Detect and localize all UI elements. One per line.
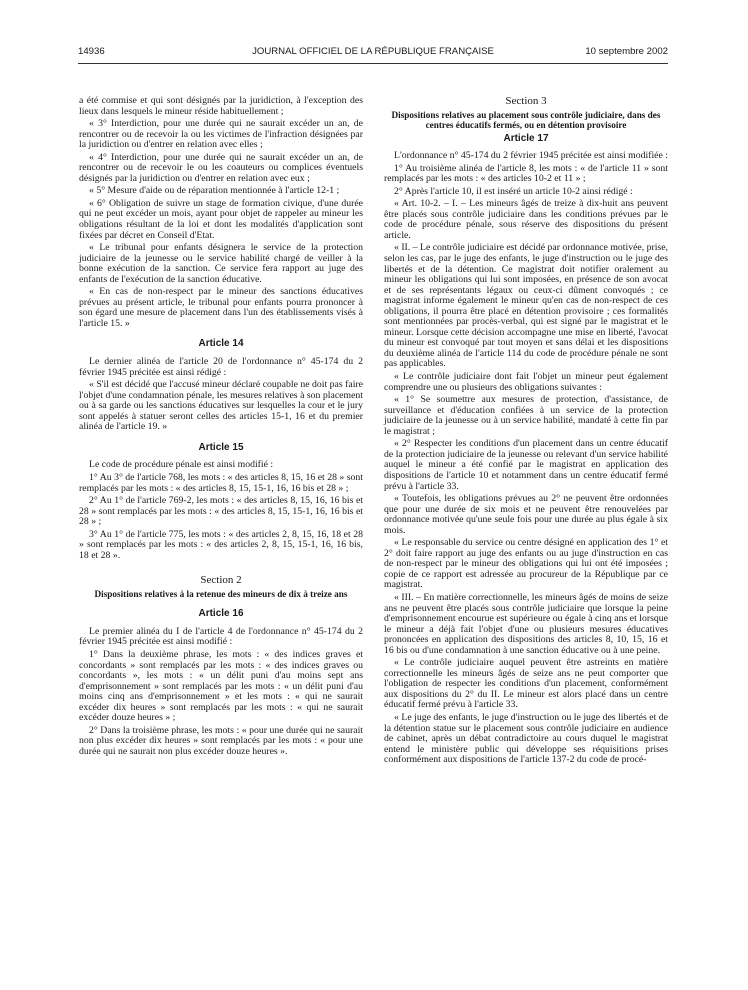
journal-title: JOURNAL OFFICIEL DE LA RÉPUBLIQUE FRANÇAISE [252,46,494,57]
paragraph: Le code de procédure pénale est ainsi modifié : [89,459,274,471]
paragraph: « Le contrôle judiciaire auquel peuvent être astreints en matière correctionnelle les mineurs âgés de seize ans ne peut comporter que l'obligation de respecter les conditions d'un placement, conformément aux dispositions du 2° du II. Le mineur est alors placé dans un centre éducatif fermé prévu à l'article 33. [384,657,668,711]
paragraph: « 5° Mesure d'aide ou de réparation mentionnée à l'article 12-1 ; [89,185,340,197]
paragraph: 3° Au 1° de l'article 775, les mots : « des articles 2, 8, 15, 16, 18 et 28 » sont remplacés par les mots : « des articles 2, 8, 15, 15-1, 16, 16 bis, 18 et 28 ». [79,528,363,561]
paragraph: « Le tribunal pour enfants désignera le service de la protection judiciaire de la jeunesse ou le service habilité chargé de veiller à la bonne exécution de la sanction. Ce service fera rapport au juge des enfants de l'exécution de la sanction éducative. [79,242,363,285]
paragraph: 2° Dans la troisième phrase, les mots : « pour une durée qui ne saurait non plus excéder dix heures » sont remplacés par les mots : « pour une durée qui ne saurait non plus excéder douze heures ». [79,724,363,757]
section-2-heading: Section 2 [200,574,242,587]
paragraph: « 4° Interdiction, pour une durée qui ne saurait excéder un an, de rencontrer ou de recevoir le ou les coauteurs ou complices éventuels désignés par la juridiction ou d'entrer en relation avec eux ; [79,151,363,184]
article-15-heading: Article 15 [198,441,244,453]
paragraph: « S'il est décidé que l'accusé mineur déclaré coupable ne doit pas faire l'objet d'une condamnation pénale, les mesures relatives à son placement ou à sa garde ou les sanctions éducatives sur lesquelles la cour et le jury sont appelés à statuer seront celles des articles 15-1, 16 et du premier alinéa de l'article 19. » [79,379,363,433]
paragraph: « Le contrôle judiciaire dont fait l'objet un mineur peut également comprendre une ou plusieurs des obligations suivantes : [384,371,668,393]
paragraph: 2° Au 1° de l'article 769-2, les mots : « des articles 8, 15, 16, 16 bis et 28 » sont remplacés par les mots : « des articles 8, 15, 15-1, 16, 16 bis et 28 » ; [79,495,363,528]
publication-date: 10 septembre 2002 [585,46,668,57]
paragraph: 1° Au 3° de l'article 768, les mots : « des articles 8, 15, 16 et 28 » sont remplacés par les mots : « des articles 8, 15, 15-1, 16, 16 bis et 28 » ; [79,471,363,494]
paragraph: 1° Au troisième alinéa de l'article 8, les mots : « de l'article 11 » sont remplacés par les mots : « des articles 10-2 et 11 » ; [384,162,668,185]
paragraph: 2° Après l'article 10, il est inséré un article 10-2 ainsi rédigé : [394,185,633,197]
page-number: 14936 [78,46,105,57]
paragraph: « En cas de non-respect par le mineur des sanctions éducatives prévues au présent article, le tribunal pour enfants pourra prononcer à son égard une mesure de placement dans l'un des établissements visés à l'article 15. » [79,286,363,329]
article-16-heading: Article 16 [198,608,244,620]
header-rule [78,63,668,64]
paragraph: L'ordonnance n° 45-174 du 2 février 1945 précitée est ainsi modifiée : [394,150,668,162]
right-column [384,96,668,768]
left-column [79,96,363,759]
paragraph: « Le responsable du service ou centre désigné en application des 1° et 2° doit faire rapport au juge des enfants ou au juge d'instruction en cas de non-respect par le mineur des obligations qui lui ont été imposées ; copie de ce rapport est adressée au procureur de la République par ce magistrat. [384,537,668,591]
page-header [78,46,668,62]
section-3-heading: Section 3 [505,95,547,107]
paragraph: « III. – En matière correctionnelle, les mineurs âgés de moins de seize ans ne peuvent être placés sous contrôle judiciaire que lorsque la peine d'emprisonnement encourue est supérieure ou égale à cinq ans et lorsque le mineur a déjà fait l'objet d'une ou plusieurs mesures éducatives prononcées en application des dispositions des articles 8, 10, 15, 16 et 16 bis ou d'une condamnation à une sanction éducative ou à une peine. [384,591,668,656]
paragraph: « 3° Interdiction, pour une durée qui ne saurait excéder un an, de rencontrer ou de recevoir la ou les victimes de l'infraction désignées par la juridiction ou d'entrer en relation avec elles ; [79,118,363,151]
article-14-heading: Article 14 [198,338,244,350]
section-3-title: Dispositions relatives au placement sous contrôle judiciaire, dans des centres éducatifs fermés, ou en détention provisoire [391,109,661,131]
paragraph: « Toutefois, les obligations prévues au 2° ne peuvent être ordonnées que pour une durée de six mois et ne peuvent être renouvelées par ordonnance motivée qu'une seule fois pour une durée au plus égale à six mois. [384,493,668,536]
paragraph: « Le juge des enfants, le juge d'instruction ou le juge des libertés et de la détention statue sur le placement sous contrôle judiciaire en audience de cabinet, après un débat contradictoire au cours duquel le magistrat entend le ministère public qui développe ses réquisitions prises conformément aux dispositions de l'article 137-2 du code de procé- [384,711,668,766]
paragraph: « 1° Se soumettre aux mesures de protection, d'assistance, de surveillance et d'éducation confiées à un service de la protection judiciaire de la jeunesse ou à un service habilité, mandaté à cette fin par le magistrat ; [384,394,668,437]
paragraph: « Art. 10-2. – I. – Les mineurs âgés de treize à dix-huit ans peuvent être placés sous contrôle judiciaire dans les conditions prévues par le code de procédure pénale, sous réserve des dispositions du présent article. [384,198,668,241]
paragraph: 1° Dans la deuxième phrase, les mots : « des indices graves et concordants » sont remplacés par les mots : « des indices graves ou concordants », les mots : « un délit puni d'au moins sept ans d'emprisonnement » sont remplacés par les mots : « un délit puni d'au moins cinq ans d'emprisonnement » et les mots : « qui ne saurait excéder dix heures » sont remplacés par les mots : « qui ne saurait excéder douze heures » ; [79,649,363,724]
paragraph: Le premier alinéa du I de l'article 4 de l'ordonnance n° 45-174 du 2 février 1945 précitée est ainsi modifié : [79,625,363,648]
paragraph: « 2° Respecter les conditions d'un placement dans un centre éducatif de la protection judiciaire de la jeunesse ou relevant d'un service habilité auquel le mineur a été confié par le magistrat en application des dispositions de l'article 10 et notamment dans un centre éducatif fermé prévu à l'article 33. [384,438,668,492]
paragraph: Le dernier alinéa de l'article 20 de l'ordonnance n° 45-174 du 2 février 1945 précitée est ainsi rédigé : [79,356,363,378]
paragraph: « 6° Obligation de suivre un stage de formation civique, d'une durée qui ne peut excéder un mois, ayant pour objet de rappeler au mineur les obligations résultant de la loi et dont les modalités d'application sont fixées par décret en Conseil d'Etat. [79,197,363,241]
section-2-title: Dispositions relatives à la retenue des mineurs de dix à treize ans [94,588,348,599]
paragraph: a été commise et qui sont désignés par la juridiction, à l'exception des lieux dans lesquels le mineur réside habituellement ; [79,95,363,117]
paragraph: « II. – Le contrôle judiciaire est décidé par ordonnance motivée, prise, selon les cas, par le juge des enfants, le juge d'instruction ou le juge des libertés et de la détention. Ce magistrat doit notifier oralement au mineur les obligations qui lui sont imposées, en présence de son avocat et de ses représentants légaux ou ceux-ci dûment convoqués ; ce magistrat informe également le mineur qu'en cas de non-respect de ces obligations, il pourra être placé en détention provisoire ; ces formalités sont mentionnées par procès-verbal, qui est signé par le magistrat et le mineur. Lorsque cette décision accompagne une mise en liberté, l'avocat du mineur est convoqué par tout moyen et sans délai et les dispositions du deuxième alinéa de l'article 114 du code de procédure pénale ne sont pas applicables. [384,242,668,370]
article-17-heading: Article 17 [503,132,549,144]
